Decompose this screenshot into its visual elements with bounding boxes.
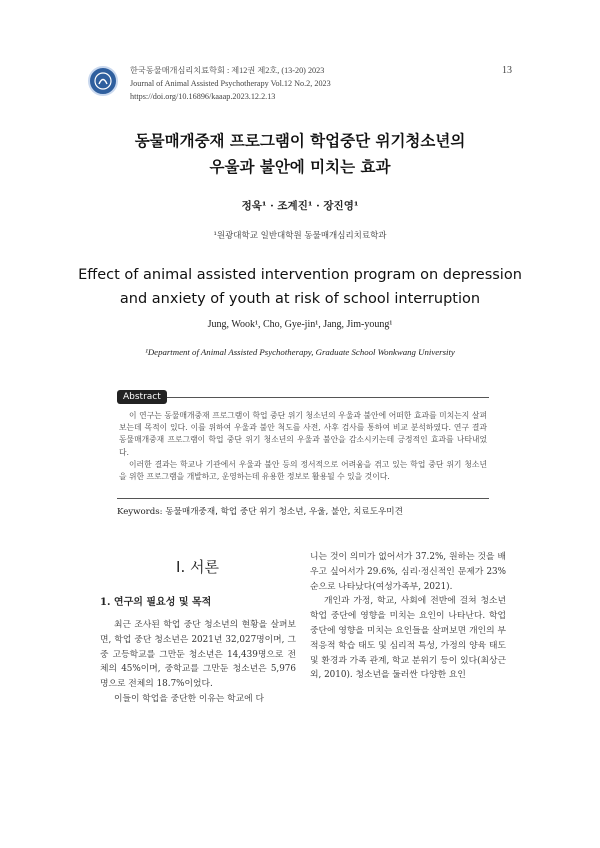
page-number: 13 [502, 65, 512, 76]
korean-title [0, 128, 600, 180]
authors-english: Jung, Wook¹, Cho, Gye-jin¹, Jang, Jim-young¹ [207, 319, 393, 330]
abstract-label: Abstract [117, 390, 167, 404]
body-left-column [100, 618, 296, 707]
journal-logo [88, 66, 118, 96]
body-paragraph: 이들이 학업을 중단한 이유는 학교에 다 [114, 693, 264, 704]
authors-korean: 정욱¹ · 조계진¹ · 장진영¹ [241, 200, 359, 212]
section-heading: Ⅰ. 서론 [176, 558, 219, 576]
keywords [117, 505, 489, 517]
subsection-heading: 1. 연구의 필요성 및 목적 [100, 597, 212, 608]
logo-emblem-icon [93, 71, 113, 91]
korean-title-line-1: 동물매개중재 프로그램이 학업중단 위기청소년의 [134, 131, 466, 150]
doi-link[interactable]: https://doi.org/10.16896/kaaap.2023.12.2.13 [130, 92, 276, 101]
journal-header [130, 64, 331, 103]
body-right-column [310, 550, 506, 683]
affiliation-english: ¹Department of Animal Assisted Psychotherapy, Graduate School Wonkwang University [145, 347, 455, 357]
abstract-section [117, 392, 489, 499]
korean-title-line-2: 우울과 불안에 미치는 효과 [209, 157, 391, 176]
abstract-paragraph: 이 연구는 동물매개중재 프로그램이 학업 중단 위기 청소년의 우울과 불안에 어떠한 효과를 미치는지 살펴 보는데 목적이 있다. 이를 위하여 우울과 불안 척도를 사전, 사후 검사를 통하여 비교 분석하였다. 연구 결과 동물매개중재 프로그램이 학업 중단 위기 청소년의 우울과 불안을 감소시키는데 긍정적인 효과를 나타내었다. [119, 411, 487, 457]
body-paragraph: 최근 조사된 학업 중단 청소년의 현황을 살펴보면, 학업 중단 청소년은 2021년 32,027명이며, 그 중 고등학교를 그만둔 청소년은 14,439명으로 전체의 45%이며, 중학교를 그만둔 청소년은 5,976명으로 전체의 18.7%이었다. [100, 620, 296, 690]
journal-name-ko: 한국동물매개심리치료학회 : 제12권 제2호, (13-20) 2023 [130, 66, 325, 75]
keywords-value: 동물매개중재, 학업 중단 위기 청소년, 우울, 불안, 치료도우미견 [165, 507, 403, 517]
journal-name-en: Journal of Animal Assisted Psychotherapy Vol.12 No.2, 2023 [130, 79, 331, 88]
body-paragraph: 개인과 가정, 학교, 사회에 전반에 걸쳐 청소년 학업 중단에 영향을 미치는 요인이 나타난다. 학업 중단에 영향을 미치는 요인들을 살펴보면 개인의 부적응적 학습 태도 및 심리적 특성, 가정의 양육 태도 및 환경과 가족 관계, 학교 분위기 등이 있다(최상근외, 2010). 청소년을 둘러싼 다양한 요인 [310, 596, 506, 681]
english-title [0, 263, 600, 311]
affiliation-korean: ¹원광대학교 일반대학원 동물매개심리치료학과 [213, 231, 387, 241]
english-title-line-2: and anxiety of youth at risk of school interruption [119, 291, 481, 307]
abstract-paragraph: 이러한 결과는 학교나 기관에서 우울과 불안 등의 정서적으로 어려움을 겪고 있는 학업 중단 위기 청소년을 위한 프로그램을 개발하고, 운영하는데 유용한 정보로 활용될 수 있을 것이다. [119, 459, 487, 482]
keywords-label: Keywords: [117, 507, 163, 517]
english-title-line-1: Effect of animal assisted intervention program on depression [78, 267, 522, 283]
body-paragraph: 니는 것이 의미가 없어서가 37.2%, 원하는 것을 배우고 싶어서가 29.6%, 심리·정신적인 문제가 23% 순으로 나타났다(여성가족부, 2021). [310, 552, 506, 592]
abstract-body [119, 410, 487, 483]
